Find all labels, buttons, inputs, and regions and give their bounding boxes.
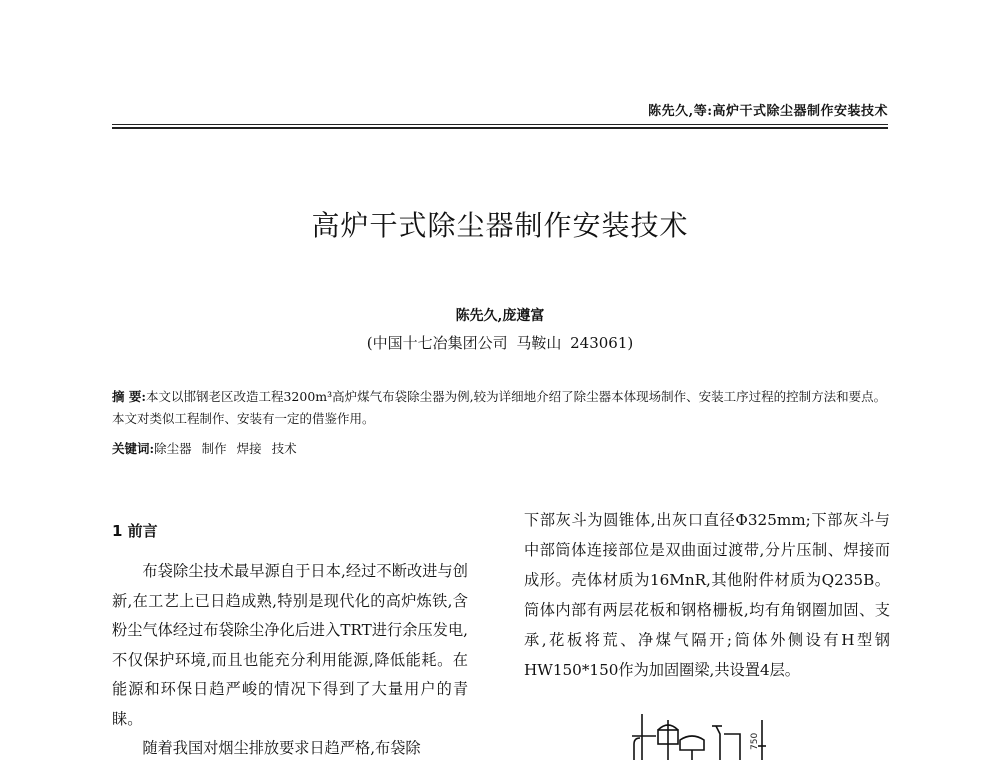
figure-drawing xyxy=(620,706,800,760)
keyword: 焊接 xyxy=(236,441,262,456)
right-column xyxy=(524,505,890,685)
body-paragraph: 布袋除尘技术最早源自于日本,经过不断改进与创新,在工艺上已日趋成熟,特别是现代化的高炉炼铁,含粉尘气体经过布袋除尘净化后进入TRT进行余压发电,不仅保护环境,而且也能充分利用能源,降低能耗。在能源和环保日趋严峻的情况下得到了大量用户的青睐。 xyxy=(112,562,468,728)
abstract-label: 摘 要: xyxy=(112,389,146,404)
body-paragraph: 随着我国对烟尘排放要求日趋严格,布袋除 xyxy=(142,739,421,757)
keyword: 除尘器 xyxy=(154,441,192,456)
keywords-label: 关键词: xyxy=(112,441,155,456)
dimension-label: 750 xyxy=(750,732,760,750)
dust-collector-diagram xyxy=(620,706,800,760)
left-column xyxy=(112,557,468,764)
keywords xyxy=(112,440,888,458)
section-heading: 1 前言 xyxy=(112,522,158,540)
body-paragraph: 下部灰斗为圆锥体,出灰口直径Φ325mm;下部灰斗与中部筒体连接部位是双曲面过渡带,分片压制、焊接而成形。壳体材质为16MnR,其他附件材质为Q235B。筒体内部有两层花板和钢格栅板,均有角钢圈加固、支承,花板将荒、净煤气隔开;筒体外侧设有H型钢HW150*150作为加固圈梁,共设置4层。 xyxy=(524,511,890,679)
keyword: 技术 xyxy=(271,441,297,456)
header-rule xyxy=(112,124,888,125)
affiliation: (中国十七冶集团公司 马鞍山 243061) xyxy=(366,334,634,352)
header-rule-thick xyxy=(112,127,888,129)
abstract xyxy=(112,386,888,430)
running-head: 陈先久,等:高炉干式除尘器制作安装技术 xyxy=(648,104,888,119)
abstract-text: 本文以邯钢老区改造工程3200m³高炉煤气布袋除尘器为例,较为详细地介绍了除尘器本体现场制作、安装工序过程的控制方法和要点。本文对类似工程制作、安装有一定的借鉴作用。 xyxy=(112,389,887,426)
authors: 陈先久,庞遵富 xyxy=(455,308,545,324)
paper-title: 高炉干式除尘器制作安装技术 xyxy=(311,209,689,242)
keyword: 制作 xyxy=(201,441,227,456)
